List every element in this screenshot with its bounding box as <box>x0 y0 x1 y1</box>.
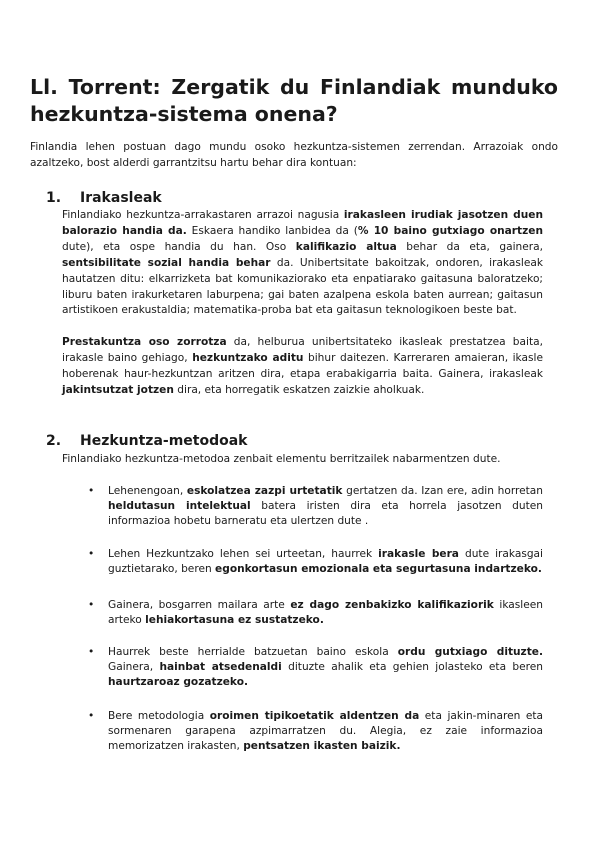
bullet-dot: • <box>88 599 95 611</box>
bullet-dot: • <box>88 548 95 560</box>
bold-run: lehiakortasuna ez sustatzeko. <box>145 614 324 627</box>
text-run: dira, eta horregatik eskatzen zaizkie aholkuak. <box>173 383 425 396</box>
list-item <box>108 645 543 691</box>
bold-run: sentsibilitate sozial handia behar <box>62 256 271 269</box>
section-number: 1. <box>46 190 62 206</box>
text-run: Gainera, bosgarren mailara arte <box>108 599 291 611</box>
bold-run: oroimen tipikoetatik aldentzen da <box>209 710 420 722</box>
text-run: batera iristen dira eta horrela jasotzen duten informazioa hobetu barneratu eta ulertzen dute . <box>108 500 543 528</box>
text-run: Finlandiako hezkuntza-arrakastaren arrazoi nagusia <box>62 209 344 221</box>
list-item <box>108 598 543 628</box>
bold-run: hainbat atsedenaldi <box>159 661 282 674</box>
text-run: Eskaera handiko lanbidea da ( <box>186 224 358 237</box>
bold-run: heldutasun intelektual <box>108 500 251 513</box>
section-title: Irakasleak <box>80 190 162 206</box>
bold-run: ez dago zenbakizko kalifikaziorik <box>290 599 494 611</box>
section-heading-irakasleak <box>46 189 162 207</box>
text-run: gertatzen da. Izan ere, adin horretan <box>342 485 544 497</box>
page-title: Ll. Torrent: Zergatik du Finlandiak munduko hezkuntza-sistema onena? <box>30 75 558 126</box>
section-number: 2. <box>46 433 62 449</box>
text-run: Bere metodologia <box>108 710 210 722</box>
section-title: Hezkuntza-metodoak <box>80 433 248 449</box>
bold-run: irakasle bera <box>378 548 459 560</box>
text-run: da. Unibertsitate bakoitzak, ondoren, irakasleak hautatzen ditu: elkarrizketa bat komunikaziorako eta enpatiarako gaitasuna baloratzeko; liburu baten irakurketaren laburpena; gai baten azalpena eskola baten aurrean; gaitasun artistikoen erakustaldia; matematika-proba bat eta gaitasun teknologikoen beste bat. <box>62 256 543 317</box>
bold-run: kalifikazio altua <box>295 240 397 253</box>
text-run: Lehenengoan, <box>108 485 187 497</box>
text-run: bihur daitezen. Karreraren amaieran, ikasle hoberenak haur-hezkuntzan aritzen dira, etapa erabakigarria baita. Gainera, irakasleak <box>62 351 543 380</box>
bold-run: egonkortasun emozionala eta segurtasuna indartzeko. <box>215 563 542 576</box>
section-heading-hezkuntza-metodoak <box>46 432 248 450</box>
text-run: da, helburua unibertsitateko ikasleak prestatzea baita, irakasle baino gehiago, <box>62 336 543 364</box>
text-run: Gainera, <box>108 661 160 674</box>
text-run: Lehen Hezkuntzako lehen sei urteetan, haurrek <box>108 548 379 560</box>
text-run: behar da eta, gainera, <box>396 240 543 253</box>
bold-run: haurtzaroaz gozatzeko. <box>108 676 248 689</box>
bold-run: jakintsutzat jotzen <box>62 383 174 396</box>
list-item <box>108 484 543 530</box>
list-item <box>108 709 543 755</box>
bold-run: ordu gutxiago dituzte. <box>397 646 543 658</box>
bold-run: pentsatzen ikasten baizik. <box>243 740 401 753</box>
bold-run: irakasleen irudiak jasotzen duen balorazio handia da. <box>62 209 543 237</box>
bold-run: eskolatzea zazpi urtetatik <box>186 485 343 497</box>
text-run: Haurrek beste herrialde batzuetan baino eskola <box>108 646 398 658</box>
text-run: dute), eta ospe handia du han. Oso <box>62 240 296 253</box>
section-2-intro: Finlandiako hezkuntza-metodoa zenbait elementu berritzailek nabarmentzen dute. <box>62 453 501 465</box>
bullet-dot: • <box>88 485 95 497</box>
bold-run: hezkuntzako aditu <box>192 351 304 364</box>
list-item <box>108 547 543 577</box>
bold-run: % 10 baino gutxiago onartzen <box>357 224 543 237</box>
text-run: ikasleen arteko <box>108 599 544 627</box>
section-1-paragraph-1 <box>62 208 543 319</box>
text-run: dute irakasgai guztietarako, beren <box>108 548 543 576</box>
section-1-paragraph-2 <box>62 335 543 399</box>
bullet-dot: • <box>88 710 95 722</box>
text-run: dituzte ahalik eta gehien jolasteko eta beren <box>281 661 544 674</box>
text-run: eta jakin-minaren eta sormenaren garapena azpimarratzen du. Alegia, ez zaie informazioa memorizatzen irakasten, <box>108 710 543 753</box>
bold-run: Prestakuntza oso zorrotza <box>62 336 227 348</box>
bullet-dot: • <box>88 646 95 658</box>
intro-paragraph: Finlandia lehen postuan dago mundu osoko hezkuntza-sistemen zerrendan. Arrazoiak ondo azaltzeko, bost alderdi garrantzitsu hartu behar dira kontuan: <box>30 141 558 169</box>
